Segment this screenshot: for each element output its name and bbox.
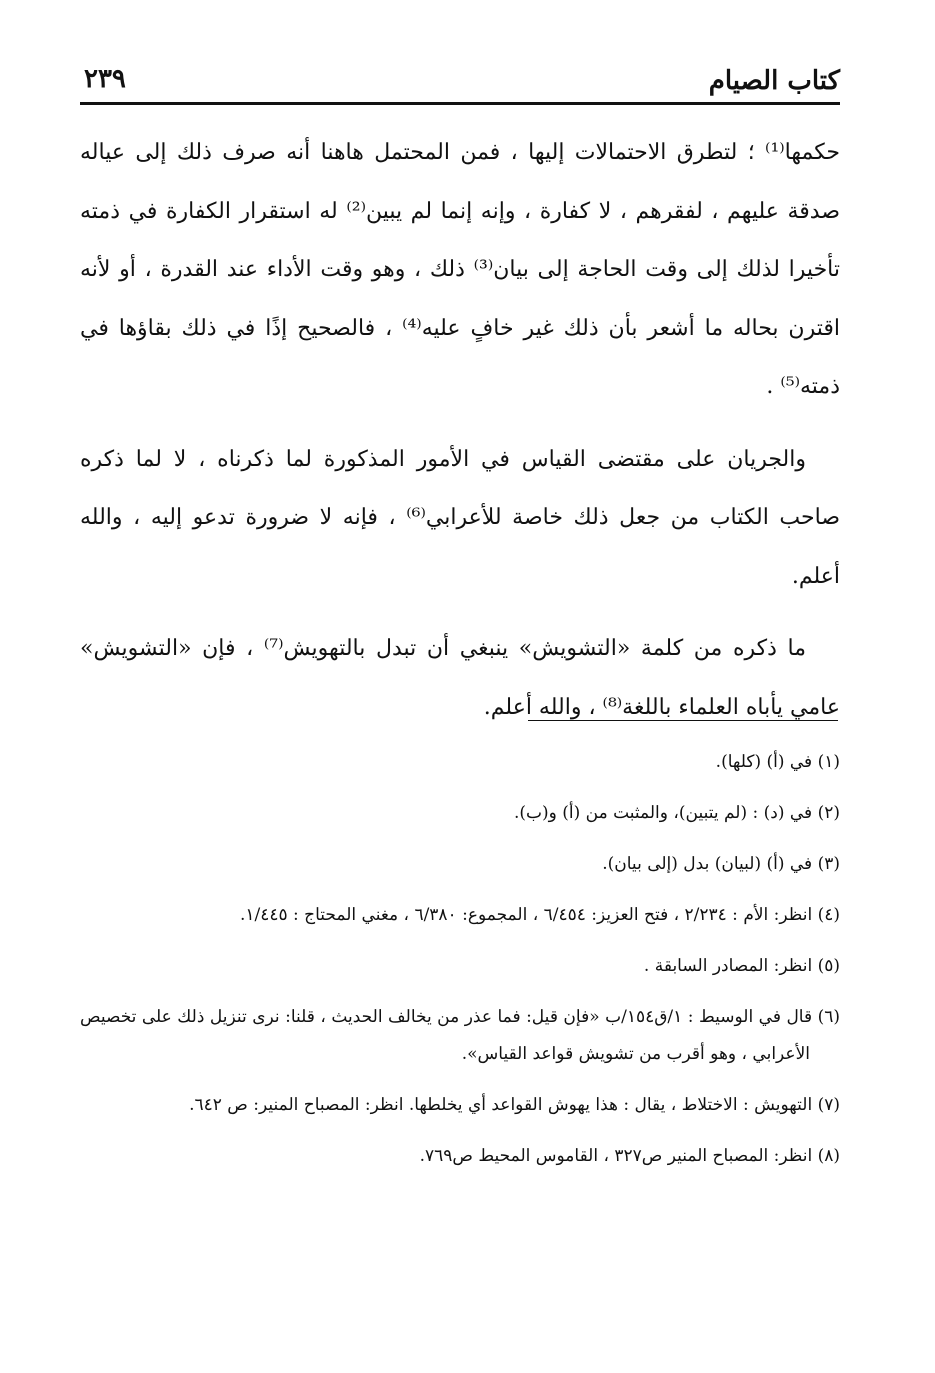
page-number: ٢٣٩ [84,64,126,94]
paragraph-2: والجريان على مقتضى القياس في الأمور المذكورة لما ذكرناه ، لا لما ذكره صاحب الكتاب من جعل ذلك خاصة للأعرابي⁽⁶⁾ ، فإنه لا ضرورة تدعو إليه ، والله أعلم. [80,446,841,589]
paragraph-3: ما ذكره من كلمة «التشويش» ينبغي أن تبدل بالتهويش⁽⁷⁾ ، فإن «التشويش» عامي يأباه العلماء باللغة⁽⁸⁾ ، والله أعلم. [80,636,840,720]
footnote-2: (٢) في (د) : (لم يتبين)، والمثبت من (أ) و(ب). [513,803,840,823]
footnote-3: (٣) في (أ) (لبيان) بدل (إلى بيان). [602,854,840,874]
footnote-4: (٤) انظر: الأم : ٢/٢٣٤ ، فتح العزيز: ٦/٤٥٤ ، المجموع: ٦/٣٨٠ ، مغني المحتاج : ١/٤٤٥. [239,905,840,925]
page-header [80,62,840,106]
header-rule [80,102,840,105]
footnote-separator [528,720,838,721]
paragraph-1: حكمها⁽¹⁾ ؛ لتطرق الاحتمالات إليها ، فمن المحتمل هاهنا أنه صرف ذلك إلى عياله صدقة عليهم ، لفقرهم ، لا كفارة ، وإنه إنما لم يبين⁽²⁾ له استقرار الكفارة في ذمته تأخيرا لذلك إلى وقت الحاجة إلى بيان⁽³⁾ ذلك ، وهو وقت الأداء عند القدرة ، أو لأنه اقترن بحاله ما أشعر بأن ذلك غير خافٍ عليه⁽⁴⁾ ، فالصحيح إذًا في ذلك بقاؤها في ذمته⁽⁵⁾ . [80,140,840,399]
main-text [80,124,840,751]
footnote-1: (١) في (أ) (كلها). [715,752,840,772]
footnote-7: (٧) التهويش : الاختلاط ، يقال : هذا يهوش القواعد أي يخلطها. انظر: المصباح المنير: ص ٦٤٢. [189,1095,840,1115]
running-title: كتاب الصيام [708,66,840,96]
footnote-5: (٥) انظر: المصادر السابقة . [643,956,840,976]
footnote-8: (٨) انظر: المصباح المنير ص٣٢٧ ، القاموس المحيط ص٧٦٩. [419,1146,840,1166]
footnote-6: (٦) قال في الوسيط : ١/ق١٥٤/ب «فإن قيل: فما عذر من يخالف الحديث ، قلنا: نرى تنزيل ذلك على تخصيص الأعرابي ، وهو أقرب من تشويش قواعد القياس». [80,1007,840,1064]
footnotes [80,744,840,1189]
